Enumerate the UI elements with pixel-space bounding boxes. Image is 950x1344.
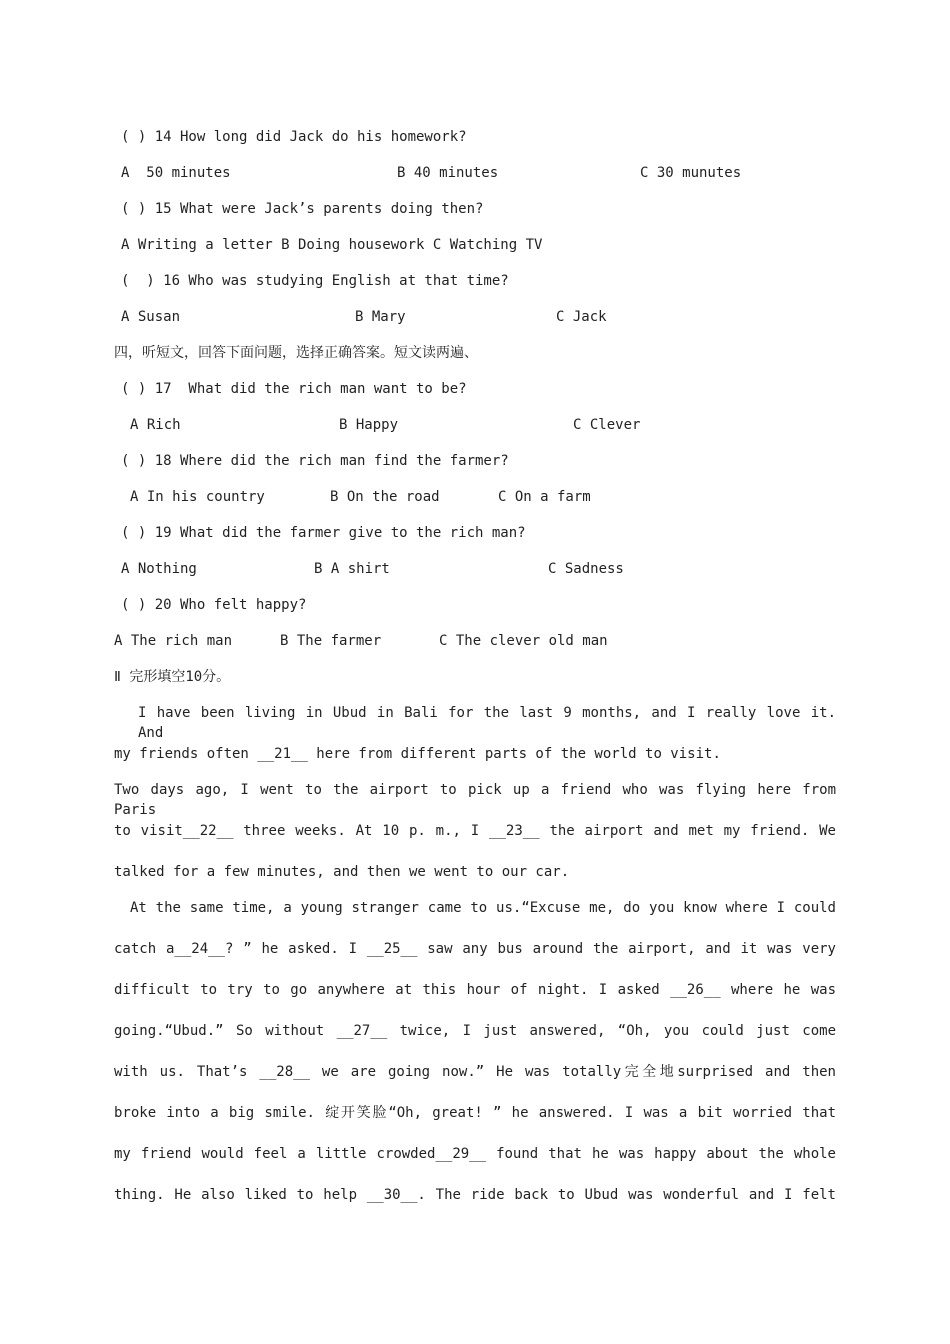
q15-options: A Writing a letter B Doing housework C Watching TV [121,237,543,253]
question-16: ( ) 16 Who was studying English at that time? [121,273,509,289]
cloze-line-4: to visit__22__ three weeks. At 10 p. m., I __23__ the airport and met my friend. We [114,823,836,839]
q14-option-b: B 40 minutes [397,165,499,181]
question-17: ( ) 17 What did the rich man want to be? [121,381,467,397]
q14-option-a: A 50 minutes [121,165,231,181]
question-14: ( ) 14 How long did Jack do his homework? [121,129,467,145]
q18-option-b: B On the road [330,489,440,505]
question-18: ( ) 18 Where did the rich man find the farmer? [121,453,509,469]
cloze-line-7: catch a__24__? ” he asked. I __25__ saw any bus around the airport, and it was very [114,941,836,957]
q18-option-c: C On a farm [498,489,591,505]
q16-option-c: C Jack [556,309,607,325]
cloze-line-3: Two days ago, I went to the airport to pick up a friend who was flying here from Paris [114,782,836,818]
q19-option-c: C Sadness [548,561,624,577]
cloze-line-10: with us. That’s __28__ we are going now.” He was totally完全地surprised and then [114,1064,836,1080]
q20-option-a: A The rich man [114,633,233,649]
q19-option-a: A Nothing [121,561,197,577]
cloze-line-1: I have been living in Ubud in Bali for the last 9 months, and I really love it. And [138,705,836,741]
q18-option-a: A In his country [130,489,265,505]
q16-option-b: B Mary [355,309,406,325]
cloze-heading: Ⅱ 完形填空10分。 [114,669,231,685]
cloze-line-8: difficult to try to go anywhere at this hour of night. I asked __26__ where he was [114,982,836,998]
q20-option-c: C The clever old man [439,633,608,649]
cloze-line-9: going.“Ubud.” So without __27__ twice, I just answered, “Oh, you could just come [114,1023,836,1039]
question-20: ( ) 20 Who felt happy? [121,597,307,613]
cloze-line-12: my friend would feel a little crowded__29__ found that he was happy about the whole [114,1146,836,1162]
q14-option-c: C 30 munutes [640,165,742,181]
q17-option-a: A Rich [130,417,181,433]
cloze-line-13: thing. He also liked to help __30__. The ride back to Ubud was wonderful and I felt [114,1187,836,1203]
cloze-line-5: talked for a few minutes, and then we went to our car. [114,864,570,880]
q19-option-b: B A shirt [314,561,390,577]
question-15: ( ) 15 What were Jack’s parents doing then? [121,201,484,217]
cloze-line-6: At the same time, a young stranger came to us.“Excuse me, do you know where I could [130,900,836,916]
q17-option-b: B Happy [339,417,399,433]
section-four-heading: 四，听短文，回答下面问题，选择正确答案。短文读两遍、 [114,345,478,361]
q20-option-b: B The farmer [280,633,382,649]
question-19: ( ) 19 What did the farmer give to the rich man? [121,525,526,541]
q17-option-c: C Clever [573,417,641,433]
cloze-line-2: my friends often __21__ here from different parts of the world to visit. [114,746,721,762]
q16-option-a: A Susan [121,309,181,325]
cloze-line-11: broke into a big smile. 绽开笑脸“Oh, great! ” he answered. I was a bit worried that [114,1105,836,1121]
